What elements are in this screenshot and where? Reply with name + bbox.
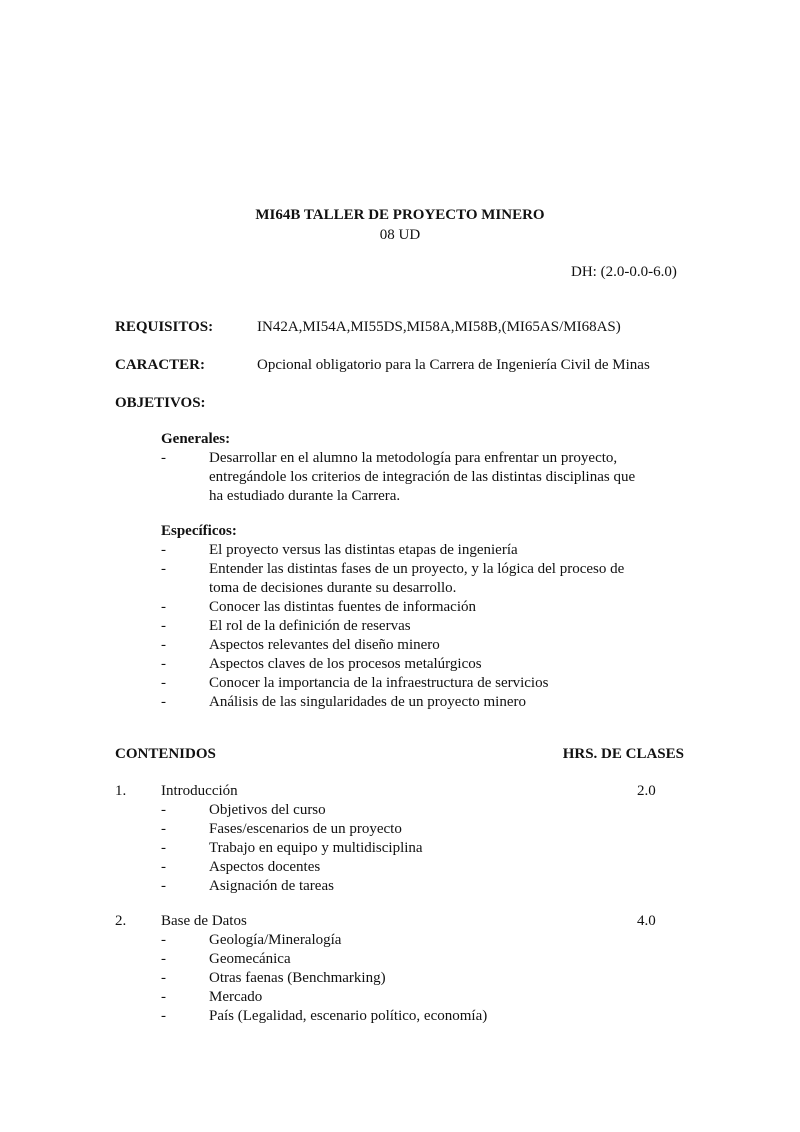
- bullet-dash: -: [161, 450, 166, 466]
- especificos-heading: Específicos:: [161, 523, 237, 539]
- list-item-text: Otras faenas (Benchmarking): [209, 970, 386, 986]
- list-item-text: Conocer las distintas fuentes de información: [209, 599, 477, 615]
- bullet-dash: -: [161, 599, 166, 615]
- bullet-dash: -: [161, 840, 166, 856]
- list-item-text: Entender las distintas fases de un proyecto, y la lógica del proceso de: [209, 561, 625, 577]
- requisitos-value: IN42A,MI54A,MI55DS,MI58A,MI58B,(MI65AS/MI68AS): [257, 319, 621, 335]
- bullet-dash: -: [161, 878, 166, 894]
- bullet-dash: -: [161, 951, 166, 967]
- bullet-dash: -: [161, 618, 166, 634]
- bullet-dash: -: [161, 694, 166, 710]
- list-item-text: Objetivos del curso: [209, 802, 326, 818]
- generales-item: [0, 449, 800, 509]
- bullet-dash: -: [161, 656, 166, 672]
- objetivos-label: OBJETIVOS:: [115, 395, 206, 411]
- bullet-dash: -: [161, 989, 166, 1005]
- especificos-list: [0, 541, 800, 721]
- list-item-text: Asignación de tareas: [209, 878, 334, 894]
- list-item-text: Trabajo en equipo y multidisciplina: [209, 840, 423, 856]
- section-hours: 4.0: [637, 913, 656, 929]
- list-item-text: Conocer la importancia de la infraestructura de servicios: [209, 675, 549, 691]
- bullet-dash: -: [161, 561, 166, 577]
- list-item-text: Mercado: [209, 989, 263, 1005]
- list-item-text: País (Legalidad, escenario político, economía): [209, 1008, 488, 1024]
- caracter-value: Opcional obligatorio para la Carrera de Ingeniería Civil de Minas: [257, 357, 650, 373]
- contenidos-label: CONTENIDOS: [115, 746, 216, 762]
- content-section-1: [0, 782, 800, 897]
- generales-line-3: ha estudiado durante la Carrera.: [209, 488, 401, 504]
- list-item-text: Aspectos docentes: [209, 859, 321, 875]
- list-item-text: Geomecánica: [209, 951, 291, 967]
- section-number: 2.: [115, 913, 127, 929]
- bullet-dash: -: [161, 542, 166, 558]
- bullet-dash: -: [161, 637, 166, 653]
- list-item-text: Fases/escenarios de un proyecto: [209, 821, 402, 837]
- section-title: Base de Datos: [161, 913, 247, 929]
- section-title: Introducción: [161, 783, 238, 799]
- requisitos-label: REQUISITOS:: [115, 319, 214, 335]
- course-title: MI64B TALLER DE PROYECTO MINERO: [255, 207, 545, 223]
- section-number: 1.: [115, 783, 127, 799]
- list-item-continuation: toma de decisiones durante su desarrollo.: [209, 580, 457, 596]
- hours-column-label: HRS. DE CLASES: [562, 746, 684, 762]
- course-dh: DH: (2.0-0.0-6.0): [571, 264, 677, 280]
- list-item-text: El proyecto versus las distintas etapas de ingeniería: [209, 542, 518, 558]
- generales-heading: Generales:: [161, 431, 231, 447]
- list-item-text: Geología/Mineralogía: [209, 932, 342, 948]
- bullet-dash: -: [161, 970, 166, 986]
- list-item-text: El rol de la definición de reservas: [209, 618, 411, 634]
- course-units: 08 UD: [379, 227, 421, 243]
- bullet-dash: -: [161, 821, 166, 837]
- list-item-text: Análisis de las singularidades de un proyecto minero: [209, 694, 527, 710]
- generales-line-2: entregándole los criterios de integración de las distintas disciplinas que: [209, 469, 636, 485]
- list-item-text: Aspectos claves de los procesos metalúrgicos: [209, 656, 482, 672]
- bullet-dash: -: [161, 675, 166, 691]
- content-section-2: [0, 912, 800, 1027]
- bullet-dash: -: [161, 1008, 166, 1024]
- caracter-label: CARACTER:: [115, 357, 205, 373]
- bullet-dash: -: [161, 859, 166, 875]
- section-hours: 2.0: [637, 783, 656, 799]
- bullet-dash: -: [161, 802, 166, 818]
- bullet-dash: -: [161, 932, 166, 948]
- generales-line-1: Desarrollar en el alumno la metodología para enfrentar un proyecto,: [209, 450, 618, 466]
- list-item-text: Aspectos relevantes del diseño minero: [209, 637, 440, 653]
